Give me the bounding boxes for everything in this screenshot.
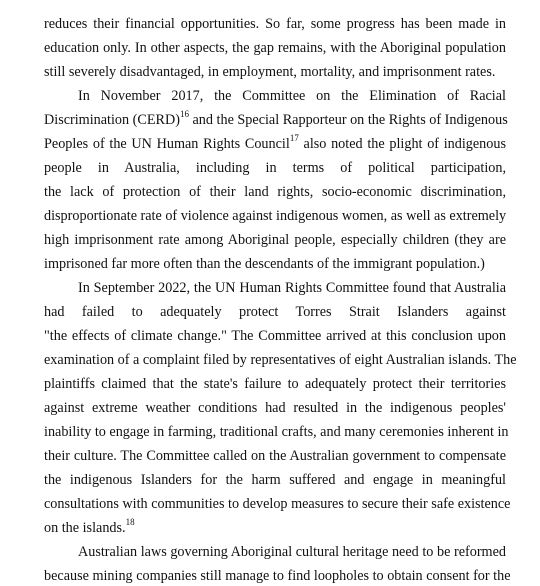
text-line: the lack of protection of their land rights, socio-economic discrimination, bbox=[44, 184, 506, 200]
text-line: people in Australia, including in terms of political participation, bbox=[44, 160, 506, 176]
text-line: imprisoned far more often than the descendants of the immigrant population.) bbox=[44, 256, 485, 272]
text-segment: Discrimination (CERD) bbox=[44, 112, 180, 128]
text-segment: on the islands. bbox=[44, 520, 126, 536]
text-line: plaintiffs claimed that the state's failure to adequately protect their territories bbox=[44, 376, 506, 392]
text-line: "the effects of climate change." The Committee arrived at this conclusion upon bbox=[44, 328, 506, 344]
text-line: had failed to adequately protect Torres Strait Islanders against bbox=[44, 304, 506, 320]
text-line: consultations with communities to develop measures to secure their safe existence bbox=[44, 496, 511, 512]
text-line: their culture. The Committee called on the Australian government to compensate bbox=[44, 448, 506, 464]
footnote-ref[interactable]: 18 bbox=[125, 517, 135, 528]
text-segment: and the Special Rapporteur on the Rights of Indigenous bbox=[188, 112, 508, 128]
footnote-ref[interactable]: 16 bbox=[179, 109, 189, 120]
text-line bbox=[44, 109, 506, 131]
text-line bbox=[44, 517, 506, 539]
text-line: reduces their financial opportunities. So far, some progress has been made in bbox=[44, 16, 506, 32]
text-line: disproportionate rate of violence against indigenous women, as well as extremely bbox=[44, 208, 507, 224]
text-line: inability to engage in farming, traditional crafts, and many ceremonies inherent in bbox=[44, 424, 509, 440]
text-line: In September 2022, the UN Human Rights Committee found that Australia bbox=[78, 280, 506, 296]
text-line: against extreme weather conditions had resulted in the indigenous peoples' bbox=[44, 400, 506, 416]
text-line: examination of a complaint filed by representatives of eight Australian islands. The bbox=[44, 352, 517, 368]
text-line: high imprisonment rate among Aboriginal people, especially children (they are bbox=[44, 232, 506, 248]
text-line bbox=[44, 133, 506, 155]
text-segment: also noted the plight of indigenous bbox=[298, 136, 506, 152]
footnote-ref[interactable]: 17 bbox=[289, 133, 299, 144]
text-line: because mining companies still manage to find loopholes to obtain consent for the bbox=[44, 568, 511, 584]
text-line: In November 2017, the Committee on the Elimination of Racial bbox=[78, 88, 506, 104]
text-line: Australian laws governing Aboriginal cultural heritage need to be reformed bbox=[78, 544, 506, 560]
text-line: still severely disadvantaged, in employment, mortality, and imprisonment rates. bbox=[44, 64, 496, 80]
text-segment: Peoples of the UN Human Rights Council bbox=[44, 136, 290, 152]
text-line: education only. In other aspects, the gap remains, with the Aboriginal population bbox=[44, 40, 506, 56]
text-line: the indigenous Islanders for the harm suffered and engage in meaningful bbox=[44, 472, 506, 488]
